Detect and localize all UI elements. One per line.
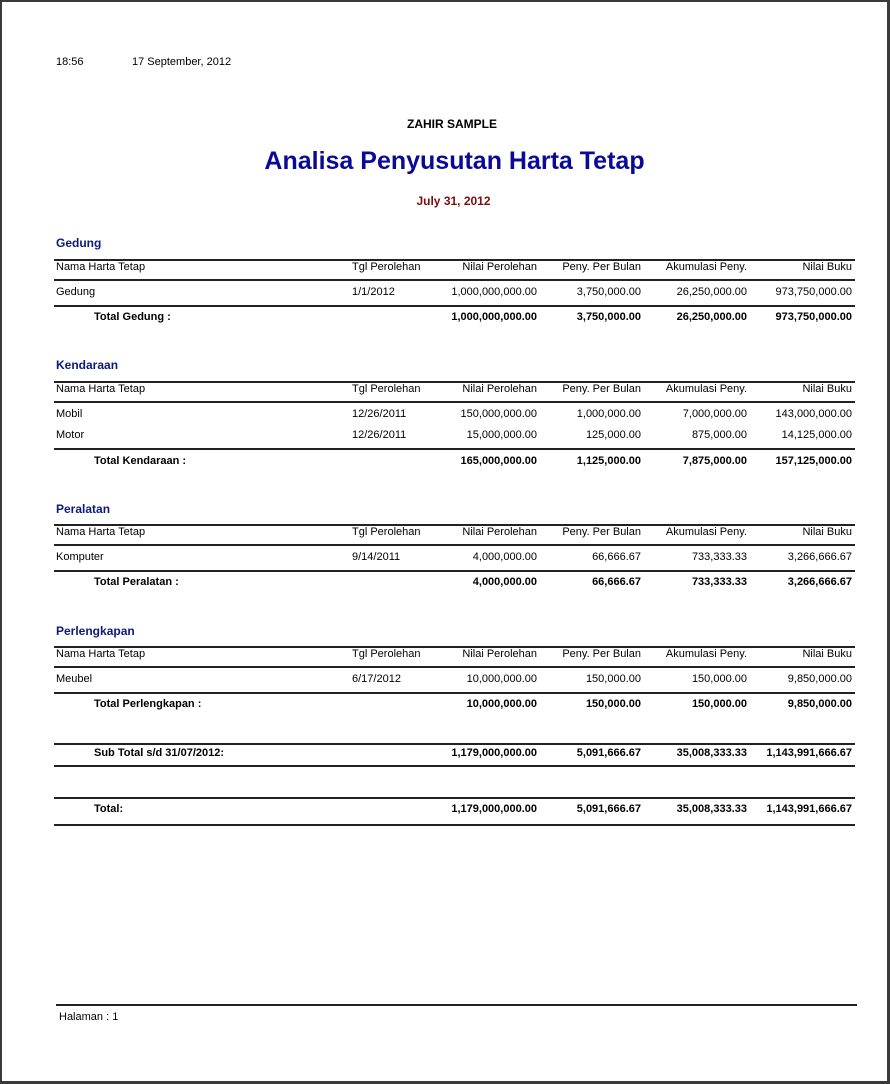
column-header-row — [2, 261, 890, 277]
asset-name: Mobil — [56, 408, 83, 420]
monthly-depreciation: 3,750,000.00 — [576, 286, 641, 298]
group-total-row — [2, 576, 890, 592]
acquisition-value: 4,000,000.00 — [472, 551, 537, 563]
total-label: Total Gedung : — [94, 311, 171, 323]
accumulated-depreciation: 875,000.00 — [691, 429, 747, 441]
total-book-value: 973,750,000.00 — [775, 311, 852, 323]
acquisition-date: 12/26/2011 — [352, 429, 407, 441]
monthly-depreciation: 1,000,000.00 — [576, 408, 641, 420]
table-row — [2, 673, 890, 689]
book-value: 14,125,000.00 — [781, 429, 852, 441]
total-monthly-depreciation: 3,750,000.00 — [576, 311, 641, 323]
total-monthly-depreciation: 1,125,000.00 — [576, 455, 641, 467]
accumulated-depreciation: 7,000,000.00 — [682, 408, 747, 420]
group-total-row — [2, 455, 890, 471]
book-value: 973,750,000.00 — [775, 286, 852, 298]
divider — [54, 824, 855, 826]
monthly-depreciation: 150,000.00 — [585, 673, 641, 685]
page-number: Halaman : 1 — [59, 1011, 119, 1023]
divider — [54, 765, 855, 767]
divider — [54, 797, 855, 799]
col-header-acquisition: Nilai Perolehan — [462, 526, 537, 538]
total-monthly-depreciation: 66,666.67 — [592, 576, 641, 588]
monthly-depreciation: 66,666.67 — [592, 551, 641, 563]
table-row — [2, 429, 890, 445]
col-header-monthly: Peny. Per Bulan — [562, 383, 641, 395]
acquisition-value: 150,000,000.00 — [460, 408, 537, 420]
accumulated-depreciation: 150,000.00 — [691, 673, 747, 685]
accumulated-depreciation: 733,333.33 — [691, 551, 747, 563]
acquisition-date: 12/26/2011 — [352, 408, 407, 420]
monthly-depreciation: 125,000.00 — [585, 429, 641, 441]
col-header-accumulated: Akumulasi Peny. — [665, 648, 747, 660]
grand-total-monthly-depreciation: 5,091,666.67 — [576, 803, 641, 815]
total-accumulated-depreciation: 733,333.33 — [691, 576, 747, 588]
group-total-row — [2, 311, 890, 327]
col-header-accumulated: Akumulasi Peny. — [665, 261, 747, 273]
subtotal-row — [2, 747, 890, 763]
group-title: Perlengkapan — [56, 624, 135, 638]
divider — [54, 666, 855, 668]
total-acquisition-value: 4,000,000.00 — [472, 576, 537, 588]
report-period: July 31, 2012 — [416, 194, 491, 208]
asset-name: Meubel — [56, 673, 93, 685]
col-header-book-value: Nilai Buku — [802, 526, 852, 538]
col-header-book-value: Nilai Buku — [802, 383, 852, 395]
total-book-value: 157,125,000.00 — [775, 455, 852, 467]
book-value: 3,266,666.67 — [787, 551, 852, 563]
column-header-row — [2, 383, 890, 399]
total-label: Total Kendaraan : — [94, 455, 187, 467]
divider — [54, 401, 855, 403]
acquisition-date: 9/14/2011 — [352, 551, 401, 563]
divider — [54, 305, 855, 307]
col-header-date: Tgl Perolehan — [352, 383, 421, 395]
acquisition-value: 15,000,000.00 — [466, 429, 537, 441]
subtotal-label: Sub Total s/d 31/07/2012: — [94, 747, 225, 759]
total-acquisition-value: 1,000,000,000.00 — [451, 311, 537, 323]
accumulated-depreciation: 26,250,000.00 — [676, 286, 747, 298]
total-accumulated-depreciation: 7,875,000.00 — [682, 455, 747, 467]
group-title: Peralatan — [56, 502, 111, 516]
report-title: Analisa Penyusutan Harta Tetap — [264, 147, 645, 175]
book-value: 9,850,000.00 — [787, 673, 852, 685]
col-header-name: Nama Harta Tetap — [56, 526, 146, 538]
total-accumulated-depreciation: 26,250,000.00 — [676, 311, 747, 323]
col-header-monthly: Peny. Per Bulan — [562, 526, 641, 538]
grand-total-book-value: 1,143,991,666.67 — [766, 803, 852, 815]
col-header-acquisition: Nilai Perolehan — [462, 261, 537, 273]
total-accumulated-depreciation: 150,000.00 — [691, 698, 747, 710]
subtotal-book-value: 1,143,991,666.67 — [766, 747, 852, 759]
total-book-value: 3,266,666.67 — [787, 576, 852, 588]
col-header-name: Nama Harta Tetap — [56, 648, 146, 660]
total-book-value: 9,850,000.00 — [787, 698, 852, 710]
col-header-accumulated: Akumulasi Peny. — [665, 526, 747, 538]
divider — [54, 743, 855, 745]
subtotal-monthly-depreciation: 5,091,666.67 — [576, 747, 641, 759]
col-header-accumulated: Akumulasi Peny. — [665, 383, 747, 395]
total-acquisition-value: 165,000,000.00 — [460, 455, 537, 467]
divider — [54, 570, 855, 572]
footer-divider — [56, 1004, 857, 1006]
print-time: 18:56 — [56, 56, 84, 68]
grand-total-acquisition-value: 1,179,000,000.00 — [451, 803, 537, 815]
table-row — [2, 551, 890, 567]
company-name: ZAHIR SAMPLE — [407, 117, 497, 131]
subtotal-acquisition-value: 1,179,000,000.00 — [451, 747, 537, 759]
print-date: 17 September, 2012 — [132, 56, 232, 68]
col-header-name: Nama Harta Tetap — [56, 261, 146, 273]
subtotal-accumulated-depreciation: 35,008,333.33 — [676, 747, 747, 759]
group-title: Gedung — [56, 236, 102, 250]
table-row — [2, 408, 890, 424]
divider — [54, 544, 855, 546]
grand-total-row — [2, 803, 890, 819]
col-header-monthly: Peny. Per Bulan — [562, 648, 641, 660]
group-total-row — [2, 698, 890, 714]
acquisition-date: 6/17/2012 — [352, 673, 401, 685]
grand-total-accumulated-depreciation: 35,008,333.33 — [676, 803, 747, 815]
group-title: Kendaraan — [56, 358, 119, 372]
acquisition-value: 10,000,000.00 — [466, 673, 537, 685]
col-header-monthly: Peny. Per Bulan — [562, 261, 641, 273]
column-header-row — [2, 526, 890, 542]
table-row — [2, 286, 890, 302]
col-header-name: Nama Harta Tetap — [56, 383, 146, 395]
asset-name: Komputer — [56, 551, 104, 563]
col-header-acquisition: Nilai Perolehan — [462, 383, 537, 395]
divider — [54, 448, 855, 450]
col-header-date: Tgl Perolehan — [352, 261, 421, 273]
divider — [54, 279, 855, 281]
total-acquisition-value: 10,000,000.00 — [466, 698, 537, 710]
col-header-book-value: Nilai Buku — [802, 261, 852, 273]
grand-total-label: Total: — [94, 803, 124, 815]
col-header-date: Tgl Perolehan — [352, 526, 421, 538]
col-header-book-value: Nilai Buku — [802, 648, 852, 660]
asset-name: Gedung — [56, 286, 96, 298]
col-header-acquisition: Nilai Perolehan — [462, 648, 537, 660]
col-header-date: Tgl Perolehan — [352, 648, 421, 660]
acquisition-value: 1,000,000,000.00 — [451, 286, 537, 298]
divider — [54, 692, 855, 694]
asset-name: Motor — [56, 429, 85, 441]
total-label: Total Perlengkapan : — [94, 698, 202, 710]
acquisition-date: 1/1/2012 — [352, 286, 395, 298]
column-header-row — [2, 648, 890, 664]
book-value: 143,000,000.00 — [775, 408, 852, 420]
total-label: Total Peralatan : — [94, 576, 179, 588]
total-monthly-depreciation: 150,000.00 — [585, 698, 641, 710]
